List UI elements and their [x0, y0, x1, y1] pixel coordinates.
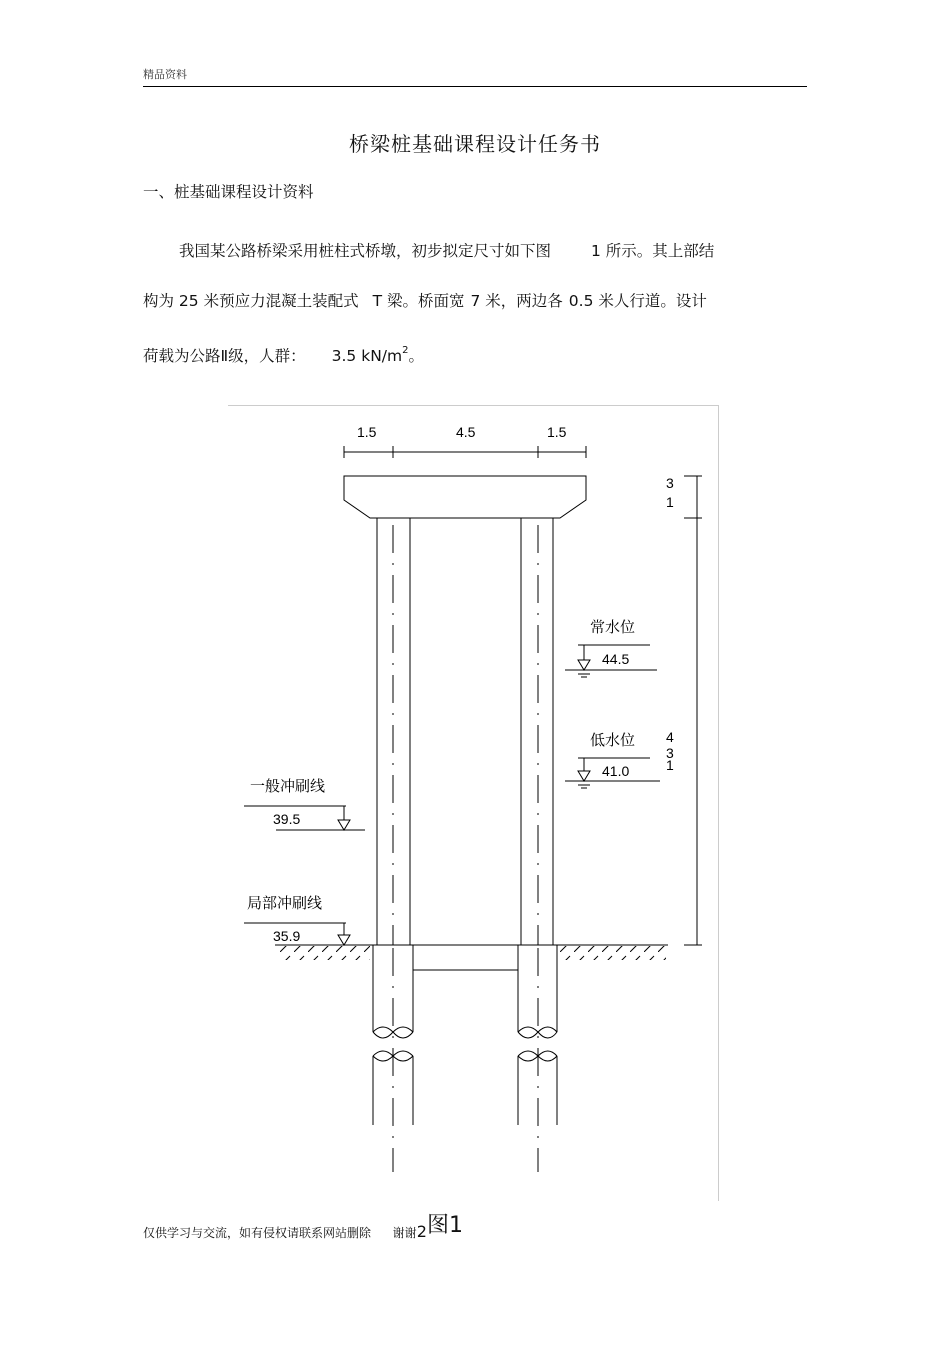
general-scour-label: 一般冲刷线: [250, 778, 326, 795]
footer-thanks: 谢谢: [392, 1226, 417, 1240]
general-scour-level: 39.5: [273, 811, 301, 827]
text-span: 。: [408, 347, 425, 365]
dimension-label-left: 1.5: [357, 424, 377, 440]
document-title: 桥梁桩基础课程设计任务书: [349, 132, 601, 156]
scour-triangle: [338, 820, 350, 830]
section-heading: 一、桩基础课程设计资料: [143, 183, 314, 201]
dimension-label-middle: 4.5: [456, 424, 476, 440]
column-height-label: 3: [666, 745, 674, 761]
page-number: 2: [416, 1222, 427, 1241]
text-span: 1 所示。其上部结: [591, 242, 715, 260]
superscript: 2: [402, 345, 409, 356]
local-scour-label: 局部冲刷线: [247, 895, 323, 912]
figure-caption: 图1: [427, 1213, 463, 1238]
normal-water-level: 44.5: [602, 651, 630, 667]
scour-triangle: [338, 935, 350, 945]
text-span: 我国某公路桥梁采用桩柱式桥墩，初步拟定尺寸如下图: [179, 242, 552, 260]
column-height-label: 4: [666, 729, 674, 745]
footer-text: 仅供学习与交流，如有侵权请联系网站删除: [143, 1226, 372, 1240]
ground-hatch: [558, 946, 666, 960]
water-level-triangle: [578, 771, 590, 781]
text-span: 0.5 米人行道。设计: [568, 292, 707, 310]
low-water-label: 低水位: [590, 732, 636, 749]
pier-cap: [344, 476, 586, 518]
text-span: 构为 25 米预应力混凝土装配式: [143, 292, 359, 310]
normal-water-label: 常水位: [590, 619, 636, 636]
text-span: 3.5 kN/m: [331, 347, 403, 365]
text-span: T 梁。桥面宽: [372, 292, 465, 310]
cap-height-label: 3: [666, 475, 674, 491]
ground-hatch: [280, 946, 370, 960]
pile-break: [518, 1027, 557, 1032]
local-scour-level: 35.9: [273, 928, 301, 944]
cap-height-label: 1: [666, 494, 674, 510]
dimension-label-right: 1.5: [547, 424, 567, 440]
text-span: 7 米，两边各: [470, 292, 563, 310]
text-span: 荷载为公路Ⅱ级，人群：: [143, 347, 306, 365]
page-footer: [143, 1222, 427, 1241]
page-header-label: 精品资料: [143, 68, 187, 81]
low-water-level: 41.0: [602, 763, 630, 779]
column-height-label: 1: [666, 757, 674, 773]
water-level-triangle: [578, 660, 590, 670]
